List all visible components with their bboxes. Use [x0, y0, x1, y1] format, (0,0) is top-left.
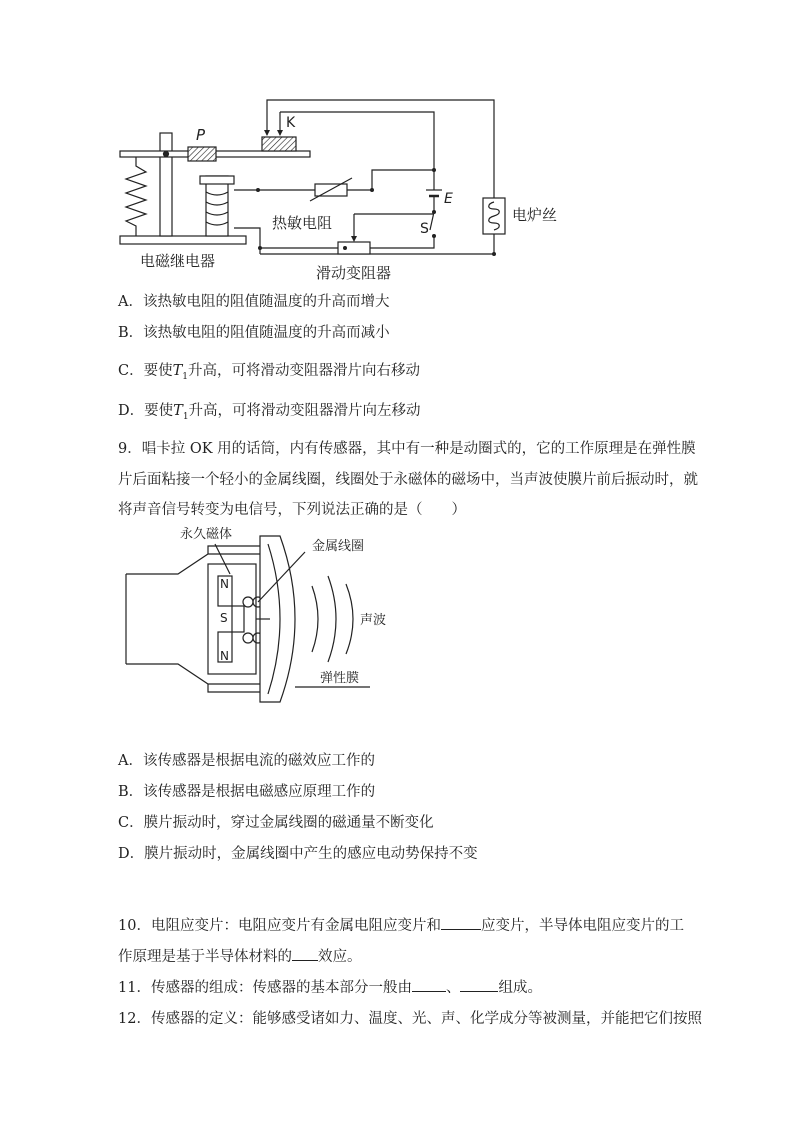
q11-blank-1[interactable] — [412, 977, 446, 992]
relay-circuit-figure — [110, 88, 558, 288]
q9-stem-line2: 片后面粘接一个轻小的金属线圈，线圈处于永磁体的磁场中，当声波使膜片前后振动时，就 — [118, 472, 698, 488]
rheostat-label: 滑动变阻器 — [316, 264, 392, 282]
q11-line: 11．传感器的组成：传感器的基本部分一般由 、 组成。 — [118, 976, 542, 997]
q10-line1: 10．电阻应变片：电阻应变片有金属电阻应变片和 应变片，半导体电阻应变片的工 — [118, 914, 684, 935]
coil-label: 金属线圈 — [312, 539, 365, 554]
q8-option-b[interactable]: B．该热敏电阻的阻值随温度的升高而减小 — [118, 325, 390, 341]
q12-line: 12．传感器的定义：能够感受诸如力、温度、光、声、化学成分等被测量，并能把它们按照 — [118, 1011, 702, 1027]
q10-line2: 作原理是基于半导体材料的 效应。 — [118, 945, 362, 966]
label-k: K — [286, 115, 296, 131]
thermistor-label: 热敏电阻 — [272, 214, 333, 232]
label-s: S — [420, 221, 429, 237]
q9-stem-line3: 将声音信号转变为电信号，下列说法正确的是（ ） — [118, 502, 466, 518]
label-e: E — [444, 191, 453, 207]
q9-stem-line1: 9．唱卡拉 OK 用的话筒，内有传感器，其中有一种是动圈式的，它的工作原理是在弹性膜 — [118, 441, 696, 457]
microphone-figure — [120, 524, 410, 704]
label-p: P — [196, 126, 206, 144]
q10-blank-2[interactable] — [292, 946, 318, 961]
q10-blank-1[interactable] — [441, 915, 481, 930]
pole-n-bottom: N — [220, 649, 229, 663]
q9-option-b[interactable]: B．该传感器是根据电磁感应原理工作的 — [118, 784, 376, 800]
q11-blank-2[interactable] — [460, 977, 498, 992]
heater-label: 电炉丝 — [512, 206, 558, 224]
q8-option-d[interactable]: D．要使$T_1$升高，可将滑动变阻器滑片向左移动 — [118, 403, 421, 422]
magnet-label: 永久磁体 — [180, 527, 233, 542]
pole-s: S — [220, 611, 228, 625]
q8-option-c[interactable]: C．要使$T_1$升高，可将滑动变阻器滑片向右移动 — [118, 363, 421, 382]
q9-option-a[interactable]: A．该传感器是根据电流的磁效应工作的 — [118, 753, 375, 769]
relay-label: 电磁继电器 — [140, 252, 216, 270]
sound-label: 声波 — [360, 613, 387, 628]
pole-n-top: N — [220, 577, 229, 591]
membrane-label: 弹性膜 — [320, 671, 360, 686]
q9-option-c[interactable]: C．膜片振动时，穿过金属线圈的磁通量不断变化 — [118, 815, 434, 831]
q8-option-a[interactable]: A．该热敏电阻的阻值随温度的升高而增大 — [118, 294, 390, 310]
q9-option-d[interactable]: D．膜片振动时，金属线圈中产生的感应电动势保持不变 — [118, 846, 478, 862]
